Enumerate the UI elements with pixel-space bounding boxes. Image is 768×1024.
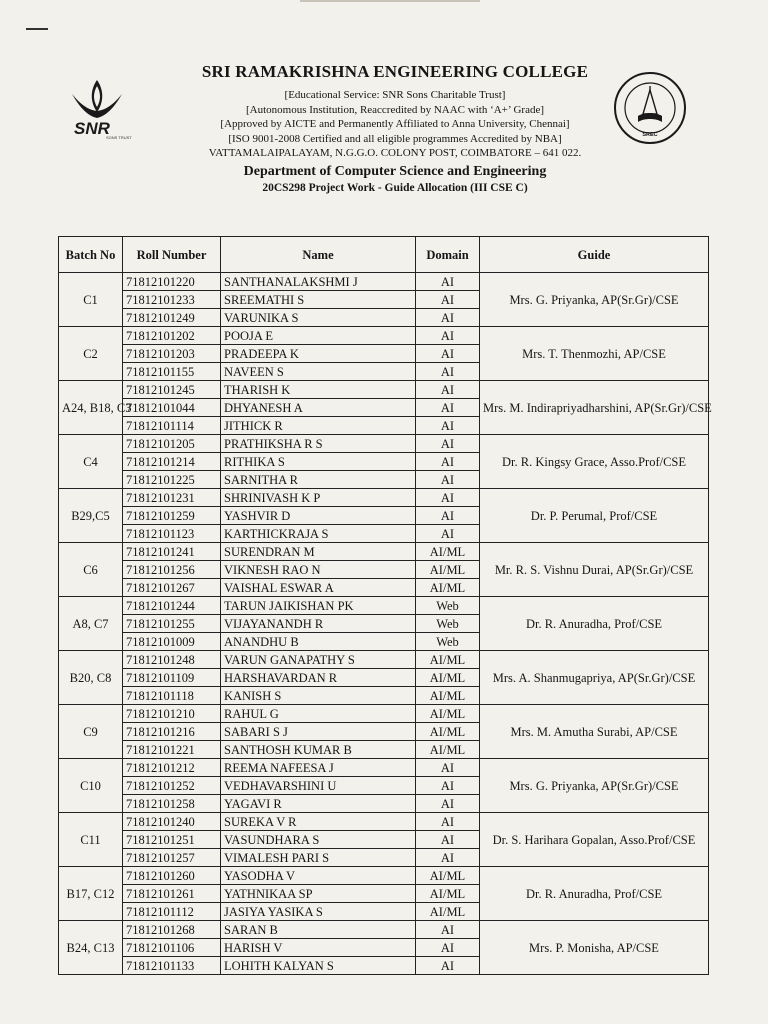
student-name: NAVEEN S [221, 363, 416, 381]
logo-left-text: SNR [74, 119, 110, 138]
guide-name: Mr. R. S. Vishnu Durai, AP(Sr.Gr)/CSE [480, 543, 709, 597]
domain: AI [416, 363, 480, 381]
table-row [59, 651, 709, 669]
domain: AI [416, 417, 480, 435]
student-name: JASIYA YASIKA S [221, 903, 416, 921]
student-name: VIMALESH PARI S [221, 849, 416, 867]
letterhead [150, 62, 640, 194]
domain: Web [416, 597, 480, 615]
student-name: VIKNESH RAO N [221, 561, 416, 579]
domain: AI [416, 381, 480, 399]
student-name: REEMA NAFEESA J [221, 759, 416, 777]
header-batch: Batch No [59, 237, 123, 273]
domain: AI [416, 309, 480, 327]
roll-number: 71812101214 [123, 453, 221, 471]
snr-logo-icon [62, 72, 132, 142]
domain: AI/ML [416, 885, 480, 903]
student-name: SANTHOSH KUMAR B [221, 741, 416, 759]
table-row [59, 597, 709, 615]
roll-number: 71812101212 [123, 759, 221, 777]
roll-number: 71812101106 [123, 939, 221, 957]
student-name: KANISH S [221, 687, 416, 705]
header-line-4: [ISO 9001-2008 Certified and all eligible programmes Accredited by NBA] [228, 132, 562, 145]
domain: Web [416, 633, 480, 651]
domain: AI [416, 453, 480, 471]
domain: AI/ML [416, 651, 480, 669]
domain: AI [416, 957, 480, 975]
roll-number: 71812101233 [123, 291, 221, 309]
batch-no: C4 [59, 435, 123, 489]
student-name: VASUNDHARA S [221, 831, 416, 849]
roll-number: 71812101118 [123, 687, 221, 705]
roll-number: 71812101114 [123, 417, 221, 435]
domain: AI [416, 759, 480, 777]
header-name: Name [221, 237, 416, 273]
student-name: YATHNIKAA SP [221, 885, 416, 903]
batch-no: C10 [59, 759, 123, 813]
header-guide: Guide [480, 237, 709, 273]
roll-number: 71812101248 [123, 651, 221, 669]
domain: AI [416, 777, 480, 795]
roll-number: 71812101251 [123, 831, 221, 849]
batch-no: C9 [59, 705, 123, 759]
student-name: JITHICK R [221, 417, 416, 435]
student-name: YASODHA V [221, 867, 416, 885]
table-row [59, 273, 709, 291]
header-line-1: [Educational Service: SNR Sons Charitable Trust] [284, 89, 506, 101]
pen-mark [26, 28, 48, 30]
student-name: SABARI S J [221, 723, 416, 741]
guide-name: Mrs. G. Priyanka, AP(Sr.Gr)/CSE [480, 759, 709, 813]
batch-no: B24, C13 [59, 921, 123, 975]
table-row [59, 705, 709, 723]
logo-left-small: SONS TRUST [106, 135, 132, 140]
student-name: ANANDHU B [221, 633, 416, 651]
domain: AI [416, 525, 480, 543]
domain: AI/ML [416, 867, 480, 885]
domain: AI [416, 435, 480, 453]
domain: AI/ML [416, 543, 480, 561]
table-header-row [59, 237, 709, 273]
batch-no: C11 [59, 813, 123, 867]
page-top-edge [300, 0, 480, 2]
domain: AI [416, 507, 480, 525]
domain: AI/ML [416, 561, 480, 579]
table-row [59, 759, 709, 777]
table-row [59, 921, 709, 939]
header-roll: Roll Number [123, 237, 221, 273]
guide-name: Mrs. P. Monisha, AP/CSE [480, 921, 709, 975]
roll-number: 71812101203 [123, 345, 221, 363]
student-name: RITHIKA S [221, 453, 416, 471]
domain: AI/ML [416, 723, 480, 741]
student-name: HARISH V [221, 939, 416, 957]
roll-number: 71812101216 [123, 723, 221, 741]
domain: AI/ML [416, 687, 480, 705]
student-name: PRADEEPA K [221, 345, 416, 363]
guide-name: Mrs. M. Amutha Surabi, AP/CSE [480, 705, 709, 759]
student-name: THARISH K [221, 381, 416, 399]
table-row [59, 489, 709, 507]
domain: AI [416, 327, 480, 345]
roll-number: 71812101268 [123, 921, 221, 939]
guide-name: Dr. R. Anuradha, Prof/CSE [480, 867, 709, 921]
header-line-2: [Autonomous Institution, Reaccredited by NAAC with ‘A+’ Grade] [245, 103, 545, 116]
domain: AI [416, 345, 480, 363]
domain: AI [416, 795, 480, 813]
document-subtitle: 20CS298 Project Work - Guide Allocation (III CSE C) [262, 181, 528, 194]
domain: AI [416, 273, 480, 291]
table-body [59, 273, 712, 975]
roll-number: 71812101256 [123, 561, 221, 579]
roll-number: 71812101231 [123, 489, 221, 507]
roll-number: 71812101205 [123, 435, 221, 453]
student-name: PRATHIKSHA R S [221, 435, 416, 453]
roll-number: 71812101133 [123, 957, 221, 975]
table-row [59, 435, 709, 453]
student-name: VARUNIKA S [221, 309, 416, 327]
roll-number: 71812101261 [123, 885, 221, 903]
student-name: SUREKA V R [221, 813, 416, 831]
roll-number: 71812101044 [123, 399, 221, 417]
student-name: VIJAYANANDH R [221, 615, 416, 633]
roll-number: 71812101257 [123, 849, 221, 867]
roll-number: 71812101009 [123, 633, 221, 651]
domain: AI [416, 291, 480, 309]
guide-allocation-table [58, 236, 712, 975]
table-row [59, 813, 709, 831]
batch-no: C2 [59, 327, 123, 381]
student-name: LOHITH KALYAN S [221, 957, 416, 975]
roll-number: 71812101202 [123, 327, 221, 345]
student-name: VAISHAL ESWAR A [221, 579, 416, 597]
header-line-3: [Approved by AICTE and Permanently Affiliated to Anna University, Chennai] [220, 118, 570, 131]
roll-number: 71812101258 [123, 795, 221, 813]
guide-name: Dr. R. Kingsy Grace, Asso.Prof/CSE [480, 435, 709, 489]
roll-number: 71812101259 [123, 507, 221, 525]
roll-number: 71812101221 [123, 741, 221, 759]
batch-no: B29,C5 [59, 489, 123, 543]
roll-number: 71812101249 [123, 309, 221, 327]
student-name: RAHUL G [221, 705, 416, 723]
roll-number: 71812101123 [123, 525, 221, 543]
roll-number: 71812101225 [123, 471, 221, 489]
batch-no: A8, C7 [59, 597, 123, 651]
roll-number: 71812101210 [123, 705, 221, 723]
domain: AI/ML [416, 741, 480, 759]
domain: AI/ML [416, 669, 480, 687]
roll-number: 71812101220 [123, 273, 221, 291]
batch-no: B20, C8 [59, 651, 123, 705]
table-row [59, 327, 709, 345]
college-name: SRI RAMAKRISHNA ENGINEERING COLLEGE [201, 62, 589, 81]
domain: AI/ML [416, 903, 480, 921]
student-name: DHYANESH A [221, 399, 416, 417]
table-row [59, 543, 709, 561]
domain: AI [416, 921, 480, 939]
domain: AI [416, 399, 480, 417]
domain: AI [416, 849, 480, 867]
guide-name: Dr. S. Harihara Gopalan, Asso.Prof/CSE [480, 813, 709, 867]
batch-no: A24, B18, C3 [59, 381, 123, 435]
student-name: SREEMATHI S [221, 291, 416, 309]
guide-name: Dr. R. Anuradha, Prof/CSE [480, 597, 709, 651]
domain: AI [416, 939, 480, 957]
roll-number: 71812101252 [123, 777, 221, 795]
student-name: SANTHANALAKSHMI J [221, 273, 416, 291]
domain: AI/ML [416, 579, 480, 597]
student-name: YASHVIR D [221, 507, 416, 525]
student-name: HARSHAVARDAN R [221, 669, 416, 687]
header-line-5: VATTAMALAIPALAYAM, N.G.G.O. COLONY POST, COIMBATORE – 641 022. [208, 147, 582, 160]
roll-number: 71812101155 [123, 363, 221, 381]
student-name: KARTHICKRAJA S [221, 525, 416, 543]
student-name: TARUN JAIKISHAN PK [221, 597, 416, 615]
domain: AI [416, 489, 480, 507]
guide-name: Mrs. T. Thenmozhi, AP/CSE [480, 327, 709, 381]
student-name: POOJA E [221, 327, 416, 345]
batch-no: C1 [59, 273, 123, 327]
roll-number: 71812101240 [123, 813, 221, 831]
roll-number: 71812101255 [123, 615, 221, 633]
domain: AI [416, 831, 480, 849]
domain: Web [416, 615, 480, 633]
seal-text: SREC [642, 132, 658, 138]
student-name: SARNITHA R [221, 471, 416, 489]
roll-number: 71812101109 [123, 669, 221, 687]
roll-number: 71812101267 [123, 579, 221, 597]
student-name: VEDHAVARSHINI U [221, 777, 416, 795]
header-domain: Domain [416, 237, 480, 273]
domain: AI [416, 813, 480, 831]
table-row [59, 867, 709, 885]
student-name: VARUN GANAPATHY S [221, 651, 416, 669]
guide-name: Mrs. M. Indirapriyadharshini, AP(Sr.Gr)/CSE [480, 381, 709, 435]
department-title: Department of Computer Science and Engineering [243, 163, 547, 179]
batch-no: C6 [59, 543, 123, 597]
student-name: SURENDRAN M [221, 543, 416, 561]
roll-number: 71812101244 [123, 597, 221, 615]
roll-number: 71812101260 [123, 867, 221, 885]
student-name: YAGAVI R [221, 795, 416, 813]
guide-name: Mrs. A. Shanmugapriya, AP(Sr.Gr)/CSE [480, 651, 709, 705]
student-name: SARAN B [221, 921, 416, 939]
roll-number: 71812101245 [123, 381, 221, 399]
roll-number: 71812101241 [123, 543, 221, 561]
guide-name: Mrs. G. Priyanka, AP(Sr.Gr)/CSE [480, 273, 709, 327]
table-row [59, 381, 709, 399]
batch-no: B17, C12 [59, 867, 123, 921]
guide-name: Dr. P. Perumal, Prof/CSE [480, 489, 709, 543]
domain: AI/ML [416, 705, 480, 723]
domain: AI [416, 471, 480, 489]
roll-number: 71812101112 [123, 903, 221, 921]
student-name: SHRINIVASH K P [221, 489, 416, 507]
